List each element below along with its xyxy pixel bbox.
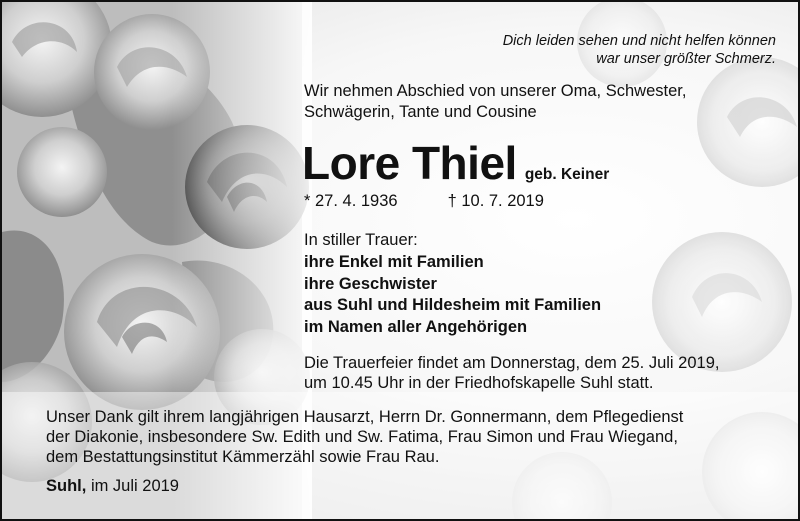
motto-line: Dich leiden sehen und nicht helfen können [502, 33, 776, 49]
mourner-item: ihre Enkel mit Familien [304, 253, 484, 271]
mourners-list [304, 252, 601, 338]
motto-line: war unser größter Schmerz. [596, 51, 776, 67]
funeral-line: um 10.45 Uhr in der Friedhofskapelle Suhl statt. [304, 374, 654, 392]
signoff-date: im Juli 2019 [90, 477, 179, 495]
signoff-place: Suhl, [46, 477, 87, 495]
motto-quote [503, 32, 776, 68]
deceased-name: Lore Thiel [302, 137, 517, 189]
mourner-item: im Namen aller Angehörigen [304, 317, 528, 336]
thanks-line: der Diakonie, insbesondere Sw. Edith und Sw. Fatima, Frau Simon und Frau Wiegand, [46, 428, 678, 446]
thanks-line: dem Bestattungsinstitut Kämmerzähl sowie Frau Rau. [46, 448, 440, 466]
mourner-item: aus Suhl und Hildesheim mit Familien [304, 296, 602, 314]
deceased-heading [302, 138, 609, 188]
intro-text [304, 81, 686, 123]
thanks-text [46, 407, 786, 467]
birth-date: * 27. 4. 1936 [304, 192, 398, 210]
signoff [46, 477, 179, 496]
intro-line: Wir nehmen Abschied von unserer Oma, Schwester, [304, 82, 687, 100]
intro-line: Schwägerin, Tante und Cousine [304, 103, 537, 121]
thanks-line: Unser Dank gilt ihrem langjährigen Hausarzt, Herrn Dr. Gonnermann, dem Pflegedienst [46, 408, 684, 426]
death-date: † 10. 7. 2019 [447, 192, 544, 210]
mourner-item: ihre Geschwister [304, 274, 437, 293]
life-dates [304, 192, 544, 211]
funeral-info [304, 353, 784, 393]
mourners-label: In stiller Trauer: [304, 231, 418, 249]
funeral-line: Die Trauerfeier findet am Donnerstag, dem 25. Juli 2019, [304, 354, 720, 372]
birth-name: geb. Keiner [524, 166, 610, 183]
